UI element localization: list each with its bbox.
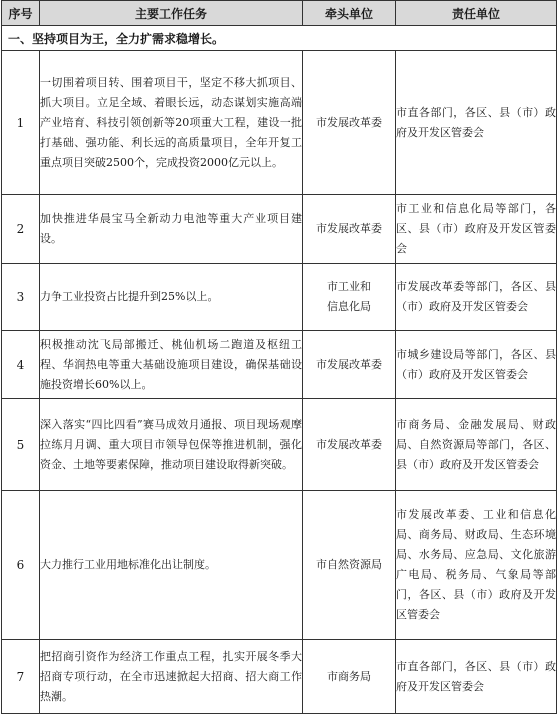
row-lead: 市工业和 信息化局 xyxy=(303,264,396,331)
row-seq: 6 xyxy=(2,491,40,640)
row-resp: 市直各部门，各区、县（市）政府及开发区管委会 xyxy=(396,51,557,195)
row-task: 大力推行工业用地标准化出让制度。 xyxy=(40,491,303,640)
table-row xyxy=(2,195,557,264)
row-resp: 市直各部门，各区、县（市）政府及开发区管委会 xyxy=(396,640,557,714)
row-resp: 市工业和信息化局等部门，各区、县（市）政府及开发区管委会 xyxy=(396,195,557,264)
row-task: 深入落实“四比四看”赛马成效月通报、项目现场观摩拉练月月调、重大项目市领导包保等推进机制，强化资金、土地等要素保障，推动项目建设取得新突破。 xyxy=(40,399,303,491)
row-task: 一切围着项目转、围着项目干，坚定不移大抓项目、抓大项目。立足全域、着眼长远，动态谋划实施高端产业培育、科技引领创新等20项重大工程，建设一批打基础、强功能、利长远的高质量项目，全年开复工重点项目突破2500个，完成投资2000亿元以上。 xyxy=(40,51,303,195)
row-seq: 3 xyxy=(2,264,40,331)
row-lead: 市商务局 xyxy=(303,640,396,714)
table-row xyxy=(2,491,557,640)
header-lead: 牵头单位 xyxy=(303,1,396,26)
row-task: 力争工业投资占比提升到25%以上。 xyxy=(40,264,303,331)
row-seq: 2 xyxy=(2,195,40,264)
table-row xyxy=(2,640,557,714)
row-seq: 4 xyxy=(2,331,40,399)
row-task: 积极推动沈飞局部搬迁、桃仙机场二跑道及枢纽工程、华润热电等重大基础设施项目建设，确保基础设施投资增长60%以上。 xyxy=(40,331,303,399)
row-lead: 市自然资源局 xyxy=(303,491,396,640)
header-task: 主要工作任务 xyxy=(40,1,303,26)
row-seq: 1 xyxy=(2,51,40,195)
header-row xyxy=(2,1,557,26)
table-row xyxy=(2,264,557,331)
row-resp: 市发展改革委等部门，各区、县（市）政府及开发区管委会 xyxy=(396,264,557,331)
row-resp: 市发展改革委、工业和信息化局、商务局、财政局、生态环境局、水务局、应急局、文化旅游广电局、税务局、气象局等部门，各区、县（市）政府及开发区管委会 xyxy=(396,491,557,640)
row-lead: 市发展改革委 xyxy=(303,399,396,491)
table-row xyxy=(2,331,557,399)
section-row xyxy=(2,26,557,51)
row-seq: 7 xyxy=(2,640,40,714)
section-title: 一、坚持项目为王，全力扩需求稳增长。 xyxy=(2,26,557,51)
table-row xyxy=(2,399,557,491)
row-task: 加快推进华晨宝马全新动力电池等重大产业项目建设。 xyxy=(40,195,303,264)
row-lead: 市发展改革委 xyxy=(303,331,396,399)
row-resp: 市商务局、金融发展局、财政局、自然资源局等部门，各区、县（市）政府及开发区管委会 xyxy=(396,399,557,491)
task-table xyxy=(1,0,557,714)
row-seq: 5 xyxy=(2,399,40,491)
header-resp: 责任单位 xyxy=(396,1,557,26)
row-lead: 市发展改革委 xyxy=(303,51,396,195)
row-resp: 市城乡建设局等部门，各区、县（市）政府及开发区管委会 xyxy=(396,331,557,399)
table-row xyxy=(2,51,557,195)
header-seq: 序号 xyxy=(2,1,40,26)
row-task: 把招商引资作为经济工作重点工程，扎实开展冬季大招商专项行动，在全市迅速掀起大招商、招大商工作热潮。 xyxy=(40,640,303,714)
row-lead: 市发展改革委 xyxy=(303,195,396,264)
